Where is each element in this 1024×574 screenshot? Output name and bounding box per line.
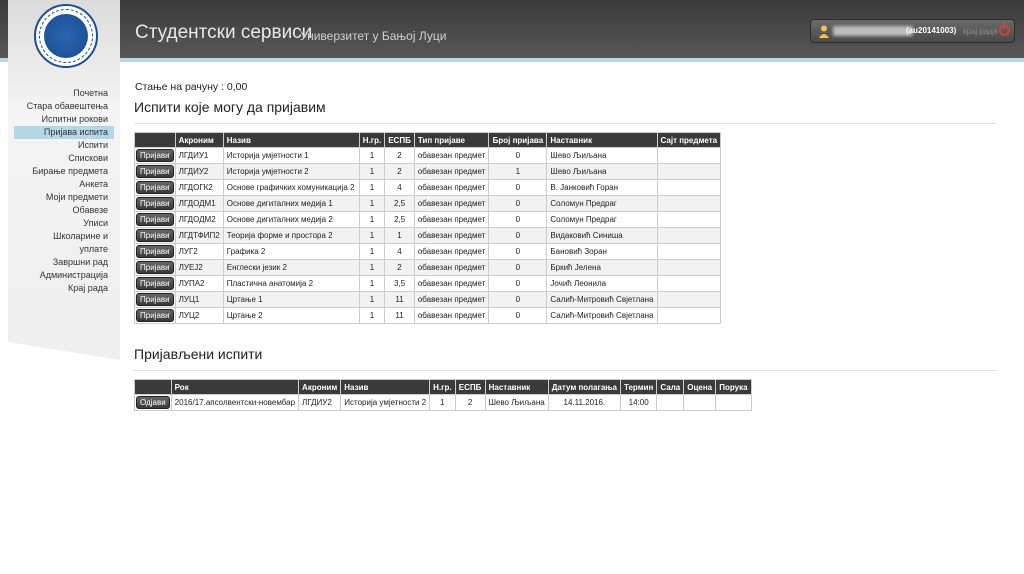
register-exam-button[interactable]: Пријави bbox=[136, 213, 174, 226]
action-cell bbox=[135, 292, 176, 308]
action-cell bbox=[135, 196, 176, 212]
column-header: ЕСПБ bbox=[385, 133, 415, 148]
table-cell: обавезан предмет bbox=[414, 148, 489, 164]
register-exam-button[interactable]: Пријави bbox=[136, 165, 174, 178]
sidebar-item[interactable]: Пријава испита bbox=[14, 126, 114, 139]
table-cell: 14.11.2016. bbox=[548, 395, 620, 411]
table-cell: Основе дигиталних медија 1 bbox=[223, 196, 359, 212]
action-cell bbox=[135, 180, 176, 196]
table-cell: ЛГДИУ2 bbox=[299, 395, 341, 411]
table-row bbox=[135, 292, 721, 308]
table-cell bbox=[657, 196, 721, 212]
action-cell bbox=[135, 395, 172, 411]
table-row bbox=[135, 148, 721, 164]
table-cell: 4 bbox=[385, 180, 415, 196]
table-cell: Историја умјетности 2 bbox=[223, 164, 359, 180]
table-cell: Шево Љиљана bbox=[485, 395, 548, 411]
table-cell: 1 bbox=[359, 180, 384, 196]
column-header: Н.гр. bbox=[359, 133, 384, 148]
university-logo bbox=[34, 4, 98, 68]
table-cell: Историја умјетности 1 bbox=[223, 148, 359, 164]
app-title: Студентски сервиси bbox=[135, 22, 313, 43]
register-exam-button[interactable]: Пријави bbox=[136, 261, 174, 274]
table-cell: Цртање 1 bbox=[223, 292, 359, 308]
table-cell: Основе графичких комуникација 2 bbox=[223, 180, 359, 196]
table-cell: Теорија форме и простора 2 bbox=[223, 228, 359, 244]
table-row bbox=[135, 395, 752, 411]
sidebar-item[interactable]: Крај рада bbox=[67, 283, 108, 293]
sidebar-item[interactable]: Бирање предмета bbox=[32, 166, 108, 176]
table-cell: Графика 2 bbox=[223, 244, 359, 260]
column-header: Тип пријаве bbox=[414, 133, 489, 148]
table-cell: Пластична анатомија 2 bbox=[223, 276, 359, 292]
action-cell bbox=[135, 308, 176, 324]
table-cell: 0 bbox=[489, 212, 547, 228]
table-cell: 0 bbox=[489, 260, 547, 276]
column-header: Наставник bbox=[485, 380, 548, 395]
table-cell: 0 bbox=[489, 196, 547, 212]
table-cell: 11 bbox=[385, 292, 415, 308]
sidebar-item[interactable]: Испитни рокови bbox=[41, 114, 108, 124]
table-row bbox=[135, 228, 721, 244]
table-cell: 1 bbox=[359, 212, 384, 228]
table-cell: 0 bbox=[489, 308, 547, 324]
action-cell bbox=[135, 212, 176, 228]
table-cell bbox=[657, 212, 721, 228]
table-cell bbox=[657, 260, 721, 276]
table-cell: ЛГДИУ2 bbox=[175, 164, 223, 180]
table-cell: Бркић Јелена bbox=[547, 260, 657, 276]
table-cell bbox=[657, 292, 721, 308]
sidebar-item[interactable]: Моји предмети bbox=[45, 192, 108, 202]
table-cell: обавезан предмет bbox=[414, 196, 489, 212]
column-header: Рок bbox=[171, 380, 298, 395]
register-exam-button[interactable]: Пријави bbox=[136, 277, 174, 290]
table-cell: 0 bbox=[489, 244, 547, 260]
table-row bbox=[135, 180, 721, 196]
table-cell: ЛУГ2 bbox=[175, 244, 223, 260]
table-row bbox=[135, 276, 721, 292]
register-exam-button[interactable]: Пријави bbox=[136, 181, 174, 194]
table-cell: Основе дигиталних медија 2 bbox=[223, 212, 359, 228]
table-cell: Јочић Леонила bbox=[547, 276, 657, 292]
sidebar-item[interactable]: Спискови bbox=[68, 153, 108, 163]
table-cell bbox=[657, 180, 721, 196]
table-cell: ЛГДТФИП2 bbox=[175, 228, 223, 244]
unregister-exam-button[interactable]: Одјави bbox=[136, 396, 170, 409]
table-cell bbox=[657, 276, 721, 292]
user-id: (au20141003) bbox=[906, 26, 957, 35]
table-cell bbox=[657, 308, 721, 324]
user-panel bbox=[810, 19, 1015, 43]
header-stripe bbox=[0, 58, 1024, 62]
table-cell: ЛУЕЈ2 bbox=[175, 260, 223, 276]
table-cell: 0 bbox=[489, 292, 547, 308]
action-cell bbox=[135, 244, 176, 260]
table-cell: 2,5 bbox=[385, 196, 415, 212]
sidebar-item[interactable]: Уписи bbox=[83, 218, 108, 228]
table-cell: обавезан предмет bbox=[414, 244, 489, 260]
column-header: Акроним bbox=[299, 380, 341, 395]
column-header: Сала bbox=[657, 380, 684, 395]
table-cell: 2 bbox=[385, 164, 415, 180]
table-cell: Соломун Предраг bbox=[547, 196, 657, 212]
action-cell bbox=[135, 276, 176, 292]
register-exam-button[interactable]: Пријави bbox=[136, 245, 174, 258]
table-cell: Салић-Митровић Свјетлана bbox=[547, 292, 657, 308]
table-cell: ЛГДИУ1 bbox=[175, 148, 223, 164]
available-exams-table bbox=[134, 132, 721, 324]
table-cell: 2 bbox=[385, 148, 415, 164]
table-cell: обавезан предмет bbox=[414, 180, 489, 196]
table-cell: 4 bbox=[385, 244, 415, 260]
register-exam-button[interactable]: Пријави bbox=[136, 293, 174, 306]
table-row bbox=[135, 164, 721, 180]
divider bbox=[134, 370, 996, 371]
sidebar-item[interactable]: Школарине и уплате bbox=[53, 231, 108, 254]
table-cell bbox=[657, 148, 721, 164]
column-header: Наставник bbox=[547, 133, 657, 148]
table-cell: ЛГДОГК2 bbox=[175, 180, 223, 196]
table-cell: обавезан предмет bbox=[414, 308, 489, 324]
action-cell bbox=[135, 260, 176, 276]
table-cell: 2,5 bbox=[385, 212, 415, 228]
register-exam-button[interactable]: Пријави bbox=[136, 229, 174, 242]
sidebar-nav bbox=[14, 87, 114, 295]
sidebar-item[interactable]: Почетна bbox=[73, 88, 108, 98]
column-header: Оцена bbox=[684, 380, 716, 395]
table-cell: 1 bbox=[359, 308, 384, 324]
table-row bbox=[135, 196, 721, 212]
table-cell: обавезан предмет bbox=[414, 292, 489, 308]
column-header bbox=[135, 133, 176, 148]
table-cell bbox=[657, 395, 684, 411]
table-cell: 0 bbox=[489, 180, 547, 196]
table-cell: обавезан предмет bbox=[414, 260, 489, 276]
logout-link[interactable]: крај рада bbox=[963, 27, 998, 36]
user-name-blurred bbox=[833, 26, 913, 36]
table-cell: 1 bbox=[359, 228, 384, 244]
table-cell: ЛУПА2 bbox=[175, 276, 223, 292]
register-exam-button[interactable]: Пријави bbox=[136, 309, 174, 322]
table-cell: Салић-Митровић Свјетлана bbox=[547, 308, 657, 324]
table-cell: 2 bbox=[385, 260, 415, 276]
table-row bbox=[135, 244, 721, 260]
table-cell: обавезан предмет bbox=[414, 276, 489, 292]
column-header: Сајт предмета bbox=[657, 133, 721, 148]
table-cell: обавезан предмет bbox=[414, 164, 489, 180]
sidebar-item[interactable]: Обавезе bbox=[72, 205, 108, 215]
column-header: Број пријава bbox=[489, 133, 547, 148]
register-exam-button[interactable]: Пријави bbox=[136, 149, 174, 162]
column-header: Н.гр. bbox=[430, 380, 455, 395]
sidebar-item[interactable]: Испити bbox=[77, 140, 108, 150]
table-cell: 2016/17.апсолвентски-новембар bbox=[171, 395, 298, 411]
table-cell: 11 bbox=[385, 308, 415, 324]
table-cell: Видаковић Синиша bbox=[547, 228, 657, 244]
action-cell bbox=[135, 228, 176, 244]
table-cell: Историја умјетности 2 bbox=[341, 395, 430, 411]
sidebar-item[interactable]: Администрација bbox=[39, 270, 108, 280]
table-cell bbox=[657, 164, 721, 180]
table-cell: Бановић Зоран bbox=[547, 244, 657, 260]
table-cell: 1 bbox=[359, 276, 384, 292]
table-cell: Соломун Предраг bbox=[547, 212, 657, 228]
column-header: Термин bbox=[620, 380, 656, 395]
table-cell: В. Јанковић Горан bbox=[547, 180, 657, 196]
column-header: ЕСПБ bbox=[455, 380, 485, 395]
table-cell: Енглески језик 2 bbox=[223, 260, 359, 276]
column-header: Назив bbox=[223, 133, 359, 148]
table-cell: Шево Љиљана bbox=[547, 164, 657, 180]
table-cell: 1 bbox=[359, 260, 384, 276]
table-cell: 1 bbox=[430, 395, 455, 411]
divider bbox=[134, 123, 996, 124]
column-header: Порука bbox=[716, 380, 751, 395]
table-cell bbox=[716, 395, 751, 411]
table-cell: ЛГДОДМ1 bbox=[175, 196, 223, 212]
available-exams-title: Испити које могу да пријавим bbox=[134, 99, 326, 115]
table-cell bbox=[657, 228, 721, 244]
logo-emblem bbox=[44, 14, 88, 58]
table-cell: ЛГДОДМ2 bbox=[175, 212, 223, 228]
sidebar-item[interactable]: Стара обавештења bbox=[26, 101, 108, 111]
action-cell bbox=[135, 148, 176, 164]
registered-exams-title: Пријављени испити bbox=[134, 346, 263, 362]
registered-exams-table bbox=[134, 379, 752, 411]
column-header: Акроним bbox=[175, 133, 223, 148]
table-cell bbox=[657, 244, 721, 260]
account-balance: Стање на рачуну : 0,00 bbox=[135, 81, 248, 93]
action-cell bbox=[135, 164, 176, 180]
table-cell: обавезан предмет bbox=[414, 228, 489, 244]
app-subtitle: Универзитет у Бањој Луци bbox=[300, 29, 447, 43]
sidebar-item[interactable]: Анкета bbox=[79, 179, 108, 189]
table-cell: Цртање 2 bbox=[223, 308, 359, 324]
table-cell: 1 bbox=[359, 196, 384, 212]
table-row bbox=[135, 308, 721, 324]
table-cell: 1 bbox=[359, 148, 384, 164]
table-cell: ЛУЦ1 bbox=[175, 292, 223, 308]
table-cell: 0 bbox=[489, 276, 547, 292]
table-cell: 0 bbox=[489, 228, 547, 244]
table-row bbox=[135, 260, 721, 276]
table-cell: 1 bbox=[359, 292, 384, 308]
register-exam-button[interactable]: Пријави bbox=[136, 197, 174, 210]
sidebar-item[interactable]: Завршни рад bbox=[52, 257, 108, 267]
table-row bbox=[135, 212, 721, 228]
table-cell: 1 bbox=[359, 164, 384, 180]
column-header: Назив bbox=[341, 380, 430, 395]
top-header bbox=[0, 0, 1024, 62]
table-cell: 0 bbox=[489, 148, 547, 164]
table-cell: обавезан предмет bbox=[414, 212, 489, 228]
column-header bbox=[135, 380, 172, 395]
table-cell: ЛУЦ2 bbox=[175, 308, 223, 324]
table-cell: 1 bbox=[489, 164, 547, 180]
table-cell: 14:00 bbox=[620, 395, 656, 411]
user-icon bbox=[819, 25, 829, 38]
table-cell bbox=[684, 395, 716, 411]
table-cell: Шево Љиљана bbox=[547, 148, 657, 164]
power-icon[interactable] bbox=[999, 25, 1010, 36]
table-cell: 1 bbox=[359, 244, 384, 260]
table-cell: 2 bbox=[455, 395, 485, 411]
table-cell: 3,5 bbox=[385, 276, 415, 292]
column-header: Датум полагања bbox=[548, 380, 620, 395]
table-cell: 1 bbox=[385, 228, 415, 244]
